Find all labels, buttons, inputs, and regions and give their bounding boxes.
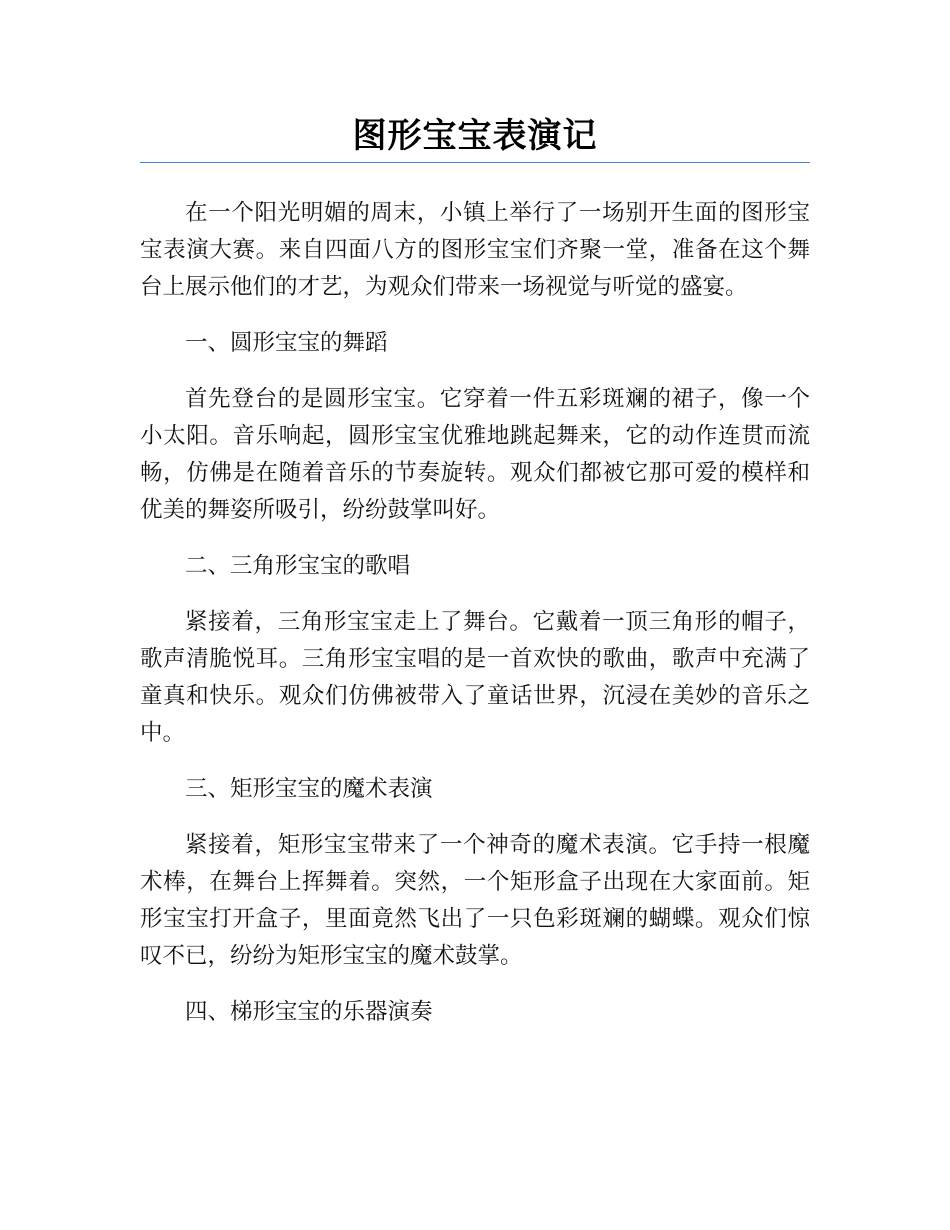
section-heading-circle: 一、圆形宝宝的舞蹈 [185,330,388,356]
title-underline [140,162,810,163]
section-heading-triangle: 二、三角形宝宝的歌唱 [185,553,411,579]
section-heading-trapezoid: 四、梯形宝宝的乐器演奏 [185,999,433,1025]
section-paragraph-triangle: 紧接着，三角形宝宝走上了舞台。它戴着一顶三角形的帽子，歌声清脆悦耳。三角形宝宝唱的是一首欢快的歌曲，歌声中充满了童真和快乐。观众们仿佛被带入了童话世界，沉浸在美妙的音乐之中。 [140,609,810,746]
section-paragraph-rectangle: 紧接着，矩形宝宝带来了一个神奇的魔术表演。它手持一根魔术棒，在舞台上挥舞着。突然，一个矩形盒子出现在大家面前。矩形宝宝打开盒子，里面竟然飞出了一只色彩斑斓的蝴蝶。观众们惊叹不已，纷纷为矩形宝宝的魔术鼓掌。 [140,832,810,969]
intro-paragraph: 在一个阳光明媚的周末，小镇上举行了一场别开生面的图形宝宝表演大赛。来自四面八方的图形宝宝们齐聚一堂，准备在这个舞台上展示他们的才艺，为观众们带来一场视觉与听觉的盛宴。 [140,200,810,300]
document-body [140,195,810,1031]
document-page [140,112,810,1050]
section-heading-rectangle: 三、矩形宝宝的魔术表演 [185,776,433,802]
document-title: 图形宝宝表演记 [352,116,598,156]
section-paragraph-circle: 首先登台的是圆形宝宝。它穿着一件五彩斑斓的裙子，像一个小太阳。音乐响起，圆形宝宝优雅地跳起舞来，它的动作连贯而流畅，仿佛是在随着音乐的节奏旋转。观众们都被它那可爱的模样和优美的舞姿所吸引，纷纷鼓掌叫好。 [140,386,810,523]
